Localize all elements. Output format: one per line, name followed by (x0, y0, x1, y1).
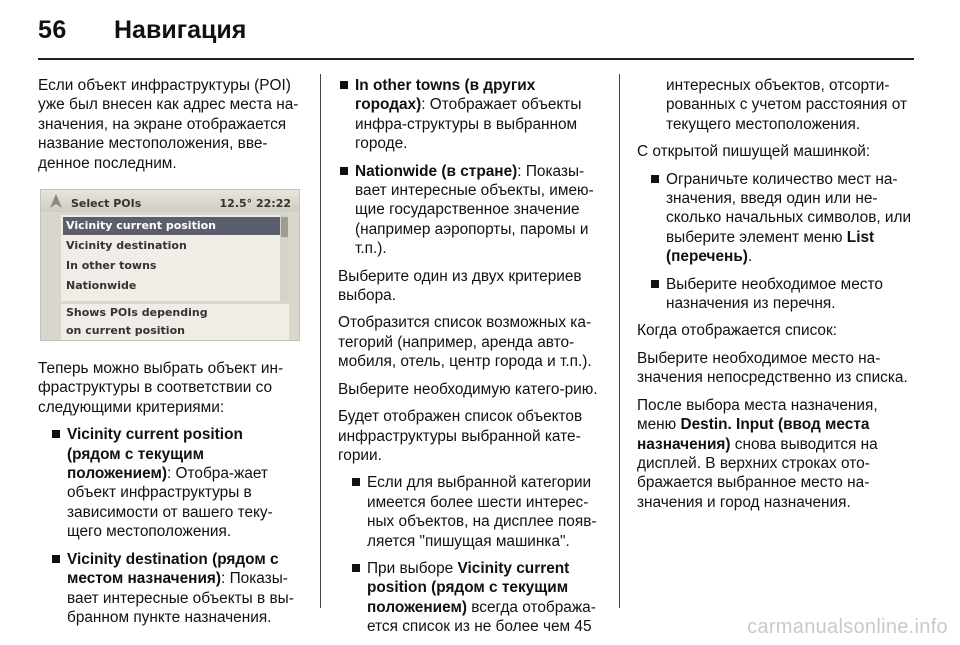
bullet-text: . (747, 248, 753, 266)
paragraph: С открытой пишущей машинкой: (637, 143, 871, 161)
info-line: Shows POIs depending (66, 306, 208, 320)
screen-title: Select POIs (71, 197, 142, 211)
criteria-separator: : (421, 96, 426, 114)
screen-title-bar (41, 190, 299, 212)
bullet-item: Выберите необходимое место назначения из перечня. (649, 275, 917, 314)
navigation-arrow-icon (48, 193, 64, 209)
menu-item-name: List (перечень) (666, 228, 875, 266)
criteria-term: Nationwide (в стране) (355, 162, 518, 180)
header-rule (38, 58, 914, 60)
info-line: on current position (66, 324, 185, 338)
select-pois-screenshot (40, 189, 300, 341)
paragraph (637, 396, 917, 512)
page-header (0, 0, 960, 60)
scrollbar-thumb (281, 217, 288, 237)
paragraph: Отобразится список возможных ка-тегорий (например, аренда авто-мобиля, отель, центр города и т.п.). (338, 314, 592, 371)
bullet-text: Ограничьте количество мест на-значения, введя один или не-сколько начальных символов, или выберите элемент меню (666, 170, 912, 246)
bullet-item: Если для выбранной категории имеется более шести интерес-ных объектов, на дисплее появ-ляется "пишущая машинка". (350, 473, 608, 551)
criteria-text: Отображает объекты инфра-структуры в выбранном городе. (355, 96, 582, 153)
section-title: Навигация (114, 16, 247, 44)
menu-item-name: Destin. Input (ввод места назначения) (637, 416, 870, 453)
paragraph: Когда отображается список: (637, 322, 838, 340)
info-panel (61, 304, 289, 340)
column-divider (619, 74, 620, 608)
list-item: In other towns (66, 259, 157, 273)
paragraph: Выберите необходимое место на-значения непосредственно из списка. (637, 349, 908, 387)
watermark: carmanualsonline.info (747, 616, 948, 638)
criteria-item (50, 425, 300, 541)
criteria-term: In other towns (в других городах) (355, 77, 536, 114)
criteria-text: Показы-вает интересные объекты в вы-бранном пункте назначения. (67, 570, 294, 626)
intro-paragraph: Если объект инфраструктуры (POI) уже был внесен как адрес места на-значения, на экране отображается название местоположения, вве-денное последним. (38, 77, 299, 172)
criteria-text: Показы-вает интересные объекты, имею-щие государственное значение (например аэропорты, паромы и т.п.). (355, 162, 594, 258)
bullet-text: всегда отобража-ется список из не более чем 45 (367, 598, 596, 636)
list-item-selected: Vicinity current position (63, 217, 282, 235)
criteria-separator: : (166, 465, 172, 483)
criteria-item (50, 550, 300, 628)
column-3 (637, 76, 917, 520)
poi-criteria-list (61, 215, 289, 301)
criteria-term: Vicinity destination (рядом с местом назначения) (67, 550, 279, 588)
paragraph-text: снова выводится на дисплей. В верхних строках ото-бражается выбранное место на-значения и город назначения. (637, 435, 878, 511)
bullet-item (350, 559, 608, 637)
criteria-term: Vicinity current position (рядом с текущим положением) (67, 426, 243, 483)
criteria-item (338, 76, 608, 154)
criteria-text: Отобра-жает объект инфраструктуры в зависимости от вашего теку-щего местоположения. (67, 465, 273, 541)
paragraph: Выберите один из двух критериев выбора. (338, 267, 582, 305)
criteria-item (338, 162, 608, 259)
screen-status: 12.5° 22:22 (219, 197, 291, 211)
list-item: Vicinity destination (66, 239, 187, 253)
continued-text: интересных объектов, отсорти-рованных с учетом расстояния от текущего местоположения. (666, 77, 907, 133)
bullet-text: При выборе (367, 559, 458, 577)
paragraph: Выберите необходимую катего-рию. (338, 380, 598, 398)
column-divider (320, 74, 321, 608)
paragraph-text: После выбора места назначения, меню (637, 396, 878, 434)
page-number: 56 (38, 16, 67, 44)
criteria-separator: : (221, 570, 226, 588)
paragraph: Будет отображен список объектов инфраструктуры выбранной кате-гории. (338, 408, 583, 464)
bullet-item (649, 170, 917, 267)
column-2 (338, 76, 608, 645)
bullet-term: Vicinity current position (рядом с текущим положением) (367, 559, 570, 616)
list-scrollbar (280, 215, 289, 301)
criteria-separator: : (517, 162, 522, 180)
criteria-intro: Теперь можно выбрать объект ин-фраструктуры в соответствии со следующими критериями: (38, 360, 284, 416)
list-item: Nationwide (66, 279, 137, 293)
column-1 (38, 76, 300, 635)
